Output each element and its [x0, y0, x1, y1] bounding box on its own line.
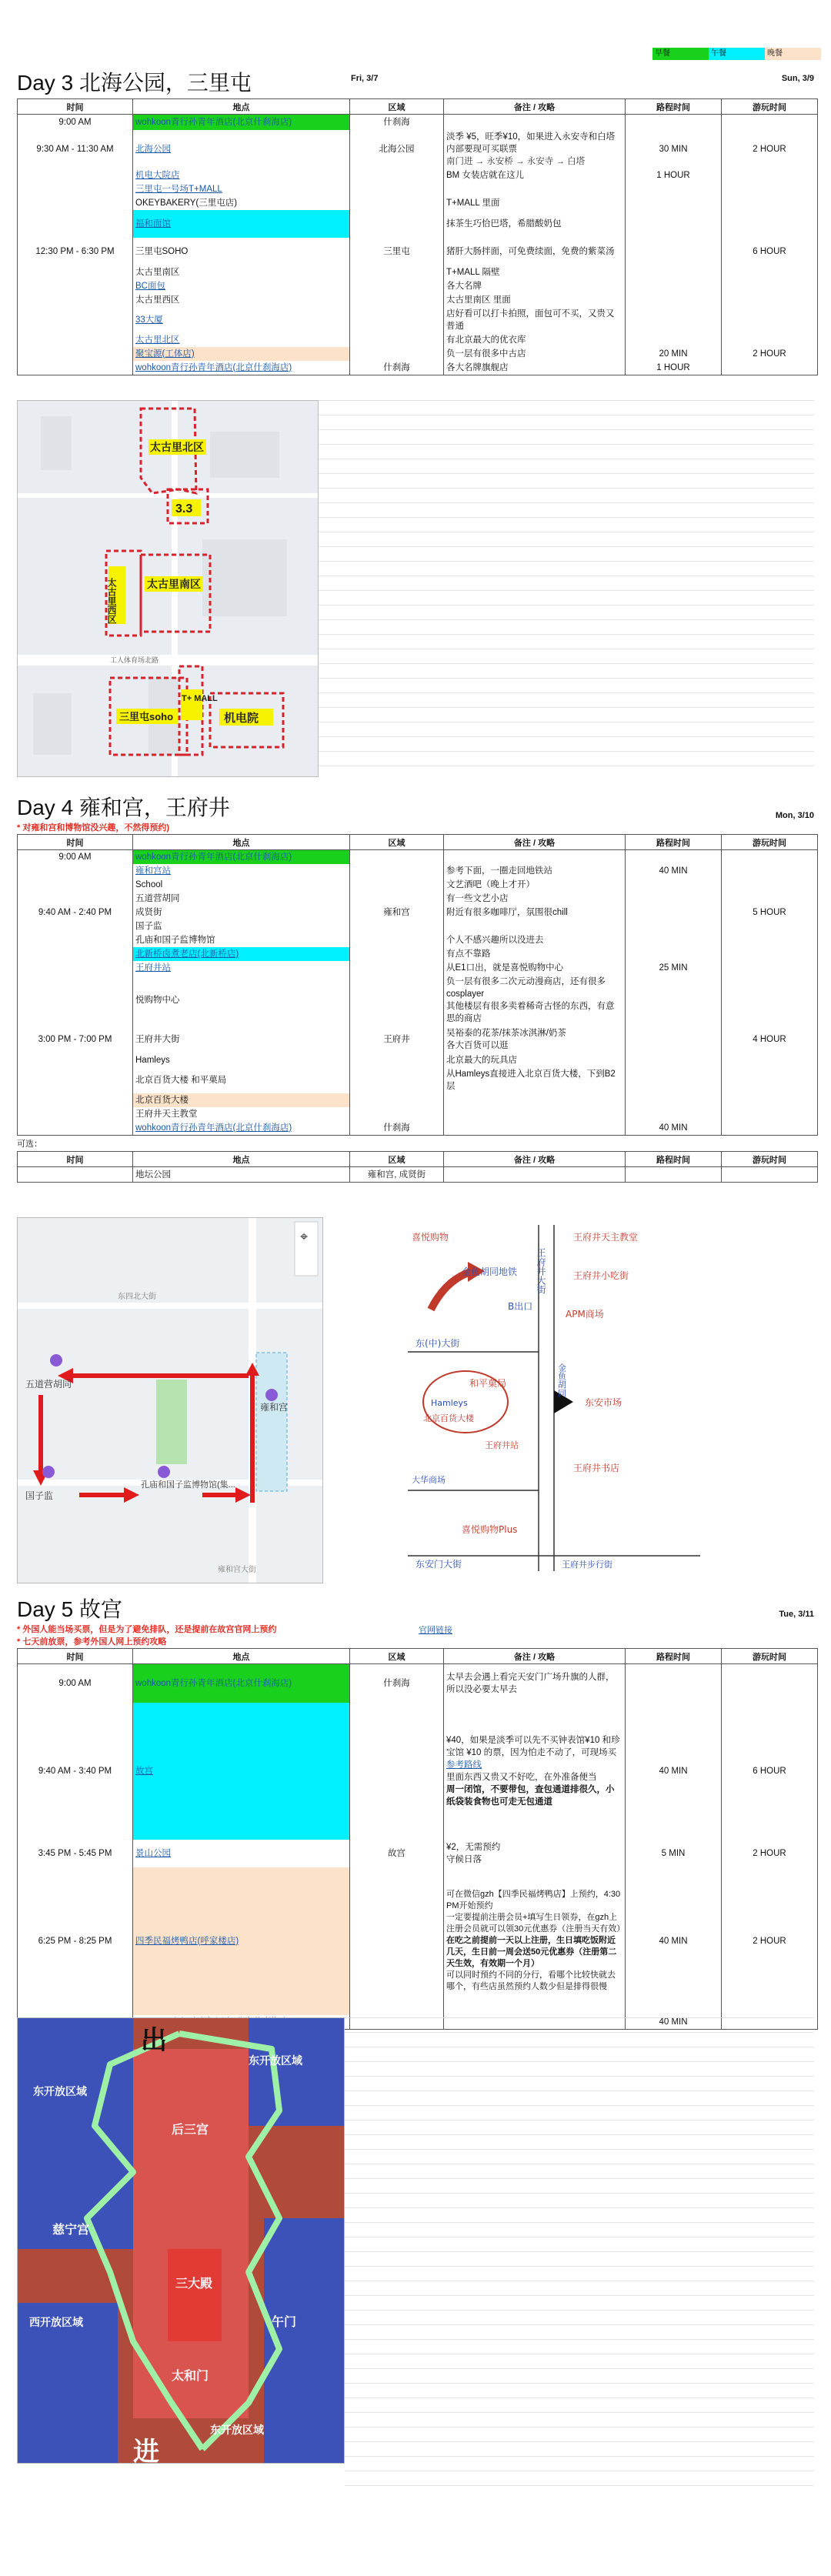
- table-row: 9:40 AM - 2:40 PM 成贤街 雍和宫 附近有很多咖啡厅，氛围很chill 5 HOUR: [18, 906, 818, 919]
- map-label: 雍和宫: [260, 1402, 289, 1413]
- day4-date: Mon, 3/10: [775, 811, 814, 820]
- day3-section: [17, 62, 817, 375]
- map-label: 后三宫: [172, 2122, 209, 2137]
- table-row: 9:00 AM wohkoon青行孙青年酒店(北京什刹海店) 什刹海: [18, 115, 818, 130]
- day3-table: [17, 98, 818, 375]
- table-row: 9:00 AM wohkoon青行孙青年酒店(北京什刹海店) 什刹海 太早去会遇上看完天安门广场升旗的人群，所以没必要太早去: [18, 1664, 818, 1703]
- table-row: 北京百货大楼 和平菓局 从Hamleys直接进入北京百货大楼，下到B2层: [18, 1067, 818, 1093]
- sketch-label: 王府井站: [485, 1440, 519, 1450]
- table-row: 33大厦 店好看可以打卡拍照，面包可不买，又贵又普通: [18, 307, 818, 333]
- day5-date: Tue, 3/11: [779, 1610, 814, 1619]
- sketch-label: 金鱼胡同: [556, 1363, 567, 1397]
- day3-title: Day 3 北海公园，三里屯: [17, 71, 252, 95]
- place-link[interactable]: BC面包: [133, 279, 350, 293]
- sketch-label: 大华商场: [412, 1475, 446, 1485]
- table-header: 时间 地点 区域 备注 / 攻略 路程时间 游玩时间: [18, 835, 818, 850]
- yonghegong-map: [17, 1217, 323, 1583]
- table-row: OKEYBAKERY(三里屯店) T+MALL 里面: [18, 196, 818, 210]
- day3-date-end: Sun, 3/9: [781, 74, 814, 83]
- table-header: 时间 地点 区域 备注 / 攻略 路程时间 游玩时间: [18, 1152, 818, 1167]
- legend-breakfast: 早餐: [652, 48, 709, 60]
- wangfujing-sketch-drawing: [400, 1217, 708, 1583]
- sketch-label: 喜悦购物Plus: [462, 1524, 518, 1535]
- place-link[interactable]: 景山公园: [133, 1840, 350, 1867]
- table-row: 9:40 AM - 3:40 PM 故宫 ¥40，如果是淡季可以先不买钟表馆¥10 和珍宝馆 ¥10 的票，因为怕走不动了，可现场买 参考路线 里面东西又贵又不好吃，在外准备便当 周一闭馆，不要带包，查包通道排很久，小纸袋装食物也可走无包通道 40 MIN 6 HOUR: [18, 1703, 818, 1840]
- map-label: 东开放区域: [33, 2086, 87, 2098]
- forbidden-city-map: [17, 2017, 345, 2464]
- optional-table: [17, 1151, 818, 1183]
- place-link[interactable]: 王府井站: [133, 961, 350, 975]
- place-link[interactable]: 33大厦: [133, 307, 350, 333]
- day4-section: [17, 786, 817, 1183]
- table-row: Hamleys 北京最大的玩具店: [18, 1053, 818, 1067]
- place-link[interactable]: 三里屯一号场T+MALL: [133, 182, 350, 196]
- day4-title: Day 4 雍和宫，王府井: [17, 796, 230, 819]
- table-header: 时间 地点 区域 备注 / 攻略 路程时间 游玩时间: [18, 99, 818, 115]
- sketch-label: 王府井书店: [573, 1463, 620, 1473]
- map-label: 东开放区域: [249, 2055, 302, 2067]
- place-link[interactable]: 北新桥卤煮老店(北新桥店): [133, 947, 350, 961]
- table-row: 6:25 PM - 8:25 PM 四季民福烤鸭店(呼家楼店) 可在微信gzh【四季民福烤鸭店】上预约，4:30 PM开始预约 一定要提前注册会员+填写生日领券，在gzh上注册会员就可以领30元优惠券（注册当天有效） 在吃之前提前一天以上注册，生日填吃饭附近几天，生日前一周会送50元优惠券（注册第二天生效，有效期一个月） 可以同时预约不同的分行，看哪个比较快就去哪个，有些店虽然预约人数少但是排得很慢 40 MIN 2 HOUR: [18, 1867, 818, 2015]
- map-label: 五道营胡同: [25, 1379, 72, 1390]
- sketch-label: B出口: [508, 1301, 533, 1312]
- map-label: 东开放区域: [210, 2424, 264, 2437]
- table-row: 12:30 PM - 6:30 PM 三里屯SOHO 三里屯 猪肝大肠拌面，可免费续面，免费的紫菜汤 6 HOUR: [18, 238, 818, 265]
- sketch-label: 金鱼胡同地铁: [462, 1266, 518, 1277]
- wangfujing-sketch: [400, 1217, 708, 1583]
- day5-note1: * 外国人能当场买票，但是为了避免排队，还是提前在故宫官网上预约: [17, 1625, 277, 1634]
- table-row: 3:45 PM - 5:45 PM 景山公园 故宫 ¥2，无需预约 守候日落 5 MIN 2 HOUR: [18, 1840, 818, 1867]
- map-label: 出: [141, 2025, 167, 2056]
- sketch-label: 北京百货大楼: [423, 1413, 474, 1423]
- sheet-gridlines: [345, 2017, 814, 2494]
- table-row: BC面包 各大名牌: [18, 279, 818, 293]
- table-row: 太古里南区 T+MALL 隔壁: [18, 265, 818, 279]
- place-link[interactable]: wohkoon青行孙青年酒店(北京什刹海店): [133, 1664, 350, 1703]
- optional-label: 可选：: [17, 1140, 42, 1149]
- sketch-label: 喜悦购物: [412, 1232, 449, 1243]
- map-label: 太和门: [172, 2368, 209, 2383]
- table-row: 王府井天主教堂: [18, 1107, 818, 1121]
- official-site-link[interactable]: 官网链接: [419, 1626, 452, 1635]
- table-row: 地坛公园 雍和宫, 成贤街: [18, 1167, 818, 1183]
- place-link[interactable]: 四季民福烤鸭店(呼家楼店): [133, 1867, 350, 2015]
- map-label: 3.3: [175, 502, 193, 516]
- table-row: School 文艺酒吧（晚上才开）: [18, 878, 818, 892]
- place-link[interactable]: wohkoon青行孙青年酒店(北京什刹海店): [133, 850, 350, 865]
- map-label: T+ MALL: [182, 694, 218, 703]
- table-row: 太古里西区 太古里南区 里面: [18, 293, 818, 307]
- sketch-label: APM商场: [566, 1309, 604, 1320]
- table-row: 北京百货大楼: [18, 1093, 818, 1107]
- sketch-label: 东安门大街: [416, 1559, 462, 1570]
- table-row: 孔庙和国子监博物馆 个人不感兴趣所以没进去: [18, 933, 818, 947]
- place-link[interactable]: wohkoon青行孙青年酒店(北京什刹海店): [133, 361, 350, 375]
- place-link[interactable]: 故宫: [133, 1703, 350, 1840]
- compass-icon: ⌖: [300, 1229, 309, 1244]
- map-label: 国子监: [25, 1490, 54, 1501]
- table-row: 五道营胡同 有一些文艺小店: [18, 892, 818, 906]
- map-label: 午门: [272, 2314, 297, 2329]
- day5-table: [17, 1648, 818, 2030]
- sketch-label: 和平菓局: [469, 1378, 507, 1389]
- place-link[interactable]: wohkoon青行孙青年酒店(北京什刹海店): [133, 115, 350, 130]
- table-row: 北新桥卤煮老店(北新桥店) 有点不靠路: [18, 947, 818, 961]
- sketch-label: Hamleys: [431, 1398, 468, 1408]
- forbidden-city-map-drawing: [18, 2018, 345, 2464]
- place-link[interactable]: 北海公园: [133, 130, 350, 169]
- table-row: 福和面馆 抹茶生巧恰巴塔，希腊酸奶包: [18, 210, 818, 238]
- map-label: 孔庙和国子监博物馆(集...: [141, 1480, 235, 1490]
- sketch-label: 王府井天主教堂: [573, 1232, 639, 1243]
- map-label: 太古里南区: [147, 578, 201, 590]
- map-label: 太古里西区: [106, 578, 117, 624]
- place-link[interactable]: 聚宝源(工体店): [133, 347, 350, 361]
- day5-section: [17, 1588, 817, 2030]
- map-label: 东四北大街: [118, 1293, 156, 1301]
- place-link[interactable]: 雍和宫站: [133, 864, 350, 878]
- map-label: 机电院: [224, 712, 259, 725]
- yonghegong-map-drawing: [18, 1218, 323, 1583]
- table-row: 国子监: [18, 919, 818, 933]
- route-link[interactable]: 参考路线: [446, 1760, 482, 1770]
- sketch-label: 王府井步行街: [562, 1560, 612, 1570]
- map-label: 三里屯soho: [119, 711, 174, 722]
- place-link[interactable]: 太古里北区: [133, 333, 350, 347]
- sanlitun-map-drawing: [18, 401, 319, 777]
- day3-date-start: Fri, 3/7: [351, 74, 379, 83]
- map-label: 三大殿: [175, 2276, 213, 2291]
- sketch-label: 王府井小吃街: [573, 1270, 629, 1281]
- legend-dinner: 晚餐: [765, 48, 821, 60]
- map-label: 西开放区域: [29, 2317, 83, 2329]
- table-row: 太古里北区 有北京最大的优衣库: [18, 333, 818, 347]
- sketch-label: 东(中)大街: [416, 1338, 460, 1349]
- sketch-label: 东安市场: [585, 1397, 622, 1408]
- table-header: 时间 地点 区域 备注 / 攻略 路程时间 游玩时间: [18, 1649, 818, 1664]
- map-label: 雍和宫大街: [218, 1566, 256, 1574]
- table-row: wohkoon青行孙青年酒店(北京什刹海店) 什刹海 40 MIN: [18, 1121, 818, 1136]
- table-row: wohkoon青行孙青年酒店(北京什刹海店) 什刹海 各大名牌旗舰店 1 HOUR: [18, 361, 818, 375]
- day4-table: [17, 834, 818, 1136]
- table-row: 王府井站 从E1口出，就是喜悦购物中心 25 MIN: [18, 961, 818, 975]
- sheet-gridlines: [319, 400, 814, 777]
- map-label: 进: [133, 2437, 159, 2464]
- meal-legend: [652, 48, 821, 60]
- table-row: 雍和宫站 参考下面，一圈走回地铁站 40 MIN: [18, 864, 818, 878]
- table-row: 9:00 AM wohkoon青行孙青年酒店(北京什刹海店): [18, 850, 818, 865]
- day5-note2: * 七天前放票，参考外国人网上预约攻略: [17, 1637, 167, 1647]
- table-row: [18, 182, 818, 196]
- place-link[interactable]: 福和面馆: [133, 210, 350, 238]
- sketch-label: 王府井大街: [536, 1248, 546, 1294]
- map-label: 工人体育场北路: [110, 656, 159, 664]
- legend-lunch: 午餐: [709, 48, 765, 60]
- place-link[interactable]: 机电大院店: [133, 169, 350, 182]
- day4-note: * 对雍和宫和博物馆没兴趣，不然得预约): [17, 823, 169, 833]
- day5-title: Day 5 故宫: [17, 1597, 122, 1621]
- table-row: 9:30 AM - 11:30 AM 北海公园 北海公园 淡季 ¥5，旺季¥10，如果进入永安寺和白塔内部要现可买联票 南门进 → 永安桥 → 永安寺 → 白塔 30 MIN 2 HOUR: [18, 130, 818, 169]
- table-row: 悦购物中心 负一层有很多二次元动漫商店，还有很多cosplayer 其他楼层有很多卖着稀奇古怪的东西，有意思的商店: [18, 975, 818, 1026]
- table-row: 聚宝源(工体店) 负一层有很多中古店 20 MIN 2 HOUR: [18, 347, 818, 361]
- sanlitun-map: [17, 400, 319, 777]
- table-row: 40 MIN: [18, 2015, 818, 2030]
- map-label: 慈宁宫: [52, 2222, 90, 2237]
- place-link[interactable]: wohkoon青行孙青年酒店(北京什刹海店): [133, 1121, 350, 1136]
- map-label: 太古里北区: [150, 441, 204, 453]
- table-row: 机电大院店 BM 女装店就在这儿 1 HOUR: [18, 169, 818, 182]
- table-row: 3:00 PM - 7:00 PM 王府井大街 王府井 吴裕泰的花茶/抹茶冰淇淋/奶茶 各大百货可以逛 4 HOUR: [18, 1026, 818, 1053]
